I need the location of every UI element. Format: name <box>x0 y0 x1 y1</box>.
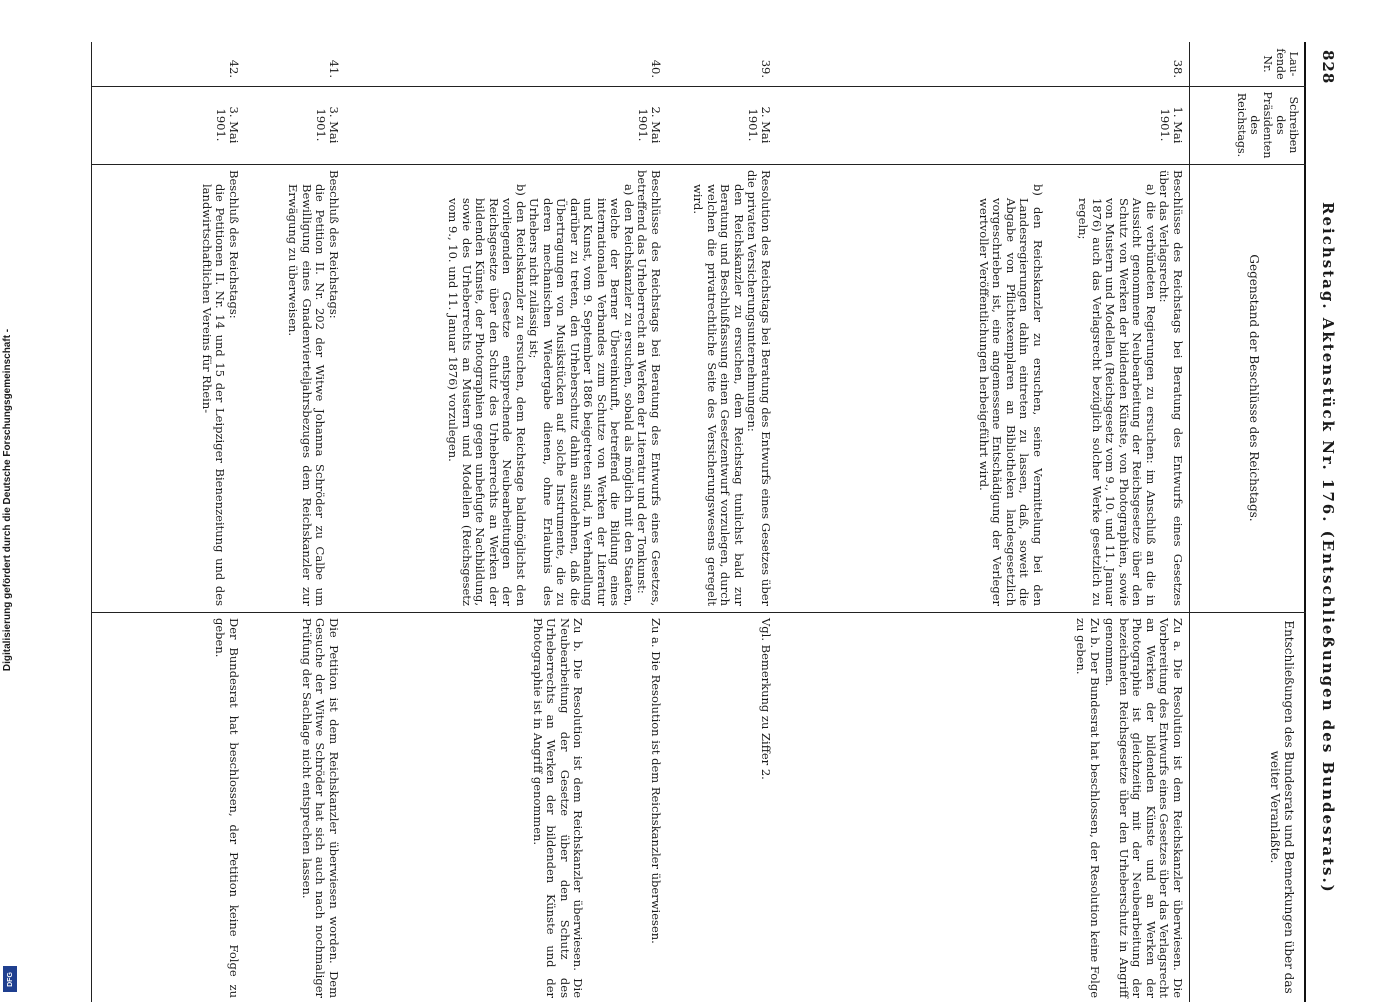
row-number: 41. <box>327 59 341 78</box>
subject-item: den Reichskanzler zu ersuchen, dem Reichstag tunlichst bald zur Beratung und Beschlußfassung einen Gesetzentwurf vorzulegen, durch welchen die privatrechtliche Seite des Versicherungswesens geregelt wird. <box>691 184 746 606</box>
watermark-text: Digitalisierung gefördert durch die Deutsche Forschungsgemeinschaft - <box>2 328 13 672</box>
subject-intro: Beschlüsse des Reichstags bei Beratung des Entwurfs eines Gesetzes, betreffend das Urheberrecht an Werken der Literatur und der Tonkunst: <box>635 170 663 606</box>
subject-item: die Petitionen II. Nr. 14 und 15 der Leipziger Bienenzeitung und des landwirtschaftlichen Vereins für Rhein- <box>200 184 228 606</box>
subject-item-a: a) die verbündeten Regierungen zu ersuchen: im Anschluß an die in Aussicht genommene Neubearbeitung der Reichsgesetze über den Schutz von Werken der bildenden Künste, von Photographien, sowie von Mustern und Modellen (Reichsgesetz vom 9., 10. und 11. Januar 1876) auch das Verlagsrecht bezüglich solcher Werke gesetzlich zu regeln; <box>1076 184 1158 606</box>
row-subject <box>286 170 340 606</box>
row-number: 42. <box>227 59 241 78</box>
column-header-lfd: Lau- fende Nr. <box>1261 48 1300 80</box>
subject-intro: Beschlüsse des Reichstags bei Beratung des Entwurfs eines Gesetzes über das Verlagsrecht: <box>1157 170 1185 606</box>
column-header-subject: Gegenstand der Beschlüsse des Reichstags. <box>1247 254 1261 522</box>
row-remarks <box>759 618 773 998</box>
row-remarks <box>300 618 341 998</box>
subject-item-b: b) den Reichskanzler zu ersuchen, seine Vermittelung bei den Landesregierungen dahin eintreten zu lassen, daß, soweit die Abgabe von Pflichtexemplaren an Bibliotheken landesgesetzlich vorgeschrieben ist, eine angemessene Entschädigung der Verleger wertvoller Veröffentlichungen herbeigeführt wird. <box>977 184 1045 606</box>
remark: Die Petition ist dem Reichskanzler überwiesen worden. Dem Gesuche der Witwe Schröder hat sich auch nach nochmaliger Prüfung der Sachlage nicht entsprechen lassen. <box>300 618 341 998</box>
column-divider <box>92 164 1306 165</box>
document-page <box>40 42 1340 1002</box>
row-remarks <box>213 618 240 998</box>
column-divider <box>92 612 1306 613</box>
row-number: 38. <box>1171 59 1185 78</box>
row-date: 3. Mai 1901. <box>214 106 241 144</box>
row-remarks <box>531 618 663 998</box>
subject-item-a: a) den Reichskanzler zu ersuchen, sobald als möglich mit den Staaten, welche der Berner Übereinkunft, betreffend die Bildung eines internationalen Verbandes zum Schutze von Werken der Literatur und Kunst, vom 9. September 1886 beigetreten sind, in Verhandlung darüber zu treten, den Urheberschutz dahin auszudehnen, daß die Übertragungen von Musikstücken auf solche Instrumente, die zu deren mechanischen Wiedergabe dienen, ohne Erlaubnis des Urhebers nicht zulässig ist; <box>527 184 636 606</box>
bottom-rule <box>91 42 92 1002</box>
row-date: 3. Mai 1901. <box>314 106 341 144</box>
subject-intro: Beschluß des Reichstags: <box>327 170 341 319</box>
remark: Der Bundesrat hat beschlossen, der Petition keine Folge zu geben. <box>213 618 241 998</box>
subject-item: die Petition II. Nr. 202 der Witwe Johanna Schröder zu Calbe um Bewilligung eines Gnadenvierteljahrsbezuges dem Reichskanzler zur Erwägung zu überweisen. <box>286 184 328 606</box>
page-number: 828 <box>1319 50 1337 85</box>
header-rule <box>1189 42 1190 1002</box>
remark-a: Zu a. Die Resolution ist dem Reichskanzler überwiesen. <box>649 618 663 944</box>
row-subject <box>200 170 241 606</box>
subject-intro: Resolution des Reichstags bei Beratung des Entwurfs eines Gesetzes über die privaten Versicherungsunternehmungen: <box>745 170 773 606</box>
watermark-strip <box>2 0 18 1000</box>
row-remarks <box>1074 618 1184 998</box>
remark-b: Zu b. Der Bundesrat hat beschlossen, der Resolution keine Folge zu geben. <box>1074 618 1102 998</box>
remark-b: Zu b. Die Resolution ist dem Reichskanzler überwiesen. Die Neubearbeitung der Gesetze über den Schutz des Urheberrechts an Werken der bildenden Künste und der Photographie ist in Angriff genommen. <box>531 618 586 998</box>
row-number: 40. <box>649 59 663 78</box>
subject-intro: Beschluß des Reichstags: <box>227 170 241 319</box>
row-subject <box>691 170 772 606</box>
row-date: 1. Mai 1901. <box>1158 106 1185 144</box>
row-subject <box>977 170 1185 606</box>
row-date: 2. Mai 1901. <box>636 106 663 144</box>
page-title: Reichstag. Aktenstück Nr. 176. (Entschließungen des Bundesrats.) <box>1319 202 1337 894</box>
row-date: 2. Mai 1901. <box>746 106 773 144</box>
remark: Vgl. Bemerkung zu Ziffer 2. <box>759 618 773 780</box>
column-divider <box>92 86 1306 87</box>
row-subject <box>446 170 662 606</box>
dfg-logo: DFG <box>3 966 17 992</box>
column-header-remarks: Entschließungen des Bundesrats und Bemerkungen über das weiter Veranlaßte. <box>1268 620 1296 994</box>
row-number: 39. <box>759 59 773 78</box>
column-header-date: Schreiben des Präsidenten des Reichstags. <box>1235 91 1300 159</box>
subject-item-b: b) den Reichskanzler zu ersuchen, dem Reichstage baldmöglichst den vorliegenden Gesetze entsprechende Neubearbeitungen der Reichsgesetze über den Schutz des Urheberrechts an Werken der bildenden Künste, der Photographien gegen unbefugte Nachbildung, sowie des Urheberrechts an Mustern und Modellen (Reichsgesetz vom 9., 10. und 11. Januar 1876) vorzulegen. <box>446 184 528 606</box>
top-rule <box>1304 42 1306 1002</box>
remark-a: Zu a. Die Resolution ist dem Reichskanzler überwiesen. Die Vorbereitung des Entwurfs eines Gesetzes über das Verlagsrecht an Werken der bildenden Künste und an Werken der Photographie ist gleichzeitig mit der Neubearbeitung der bezeichneten Reichsgesetze über den Urheberschutz in Angriff genommen. <box>1103 618 1185 998</box>
